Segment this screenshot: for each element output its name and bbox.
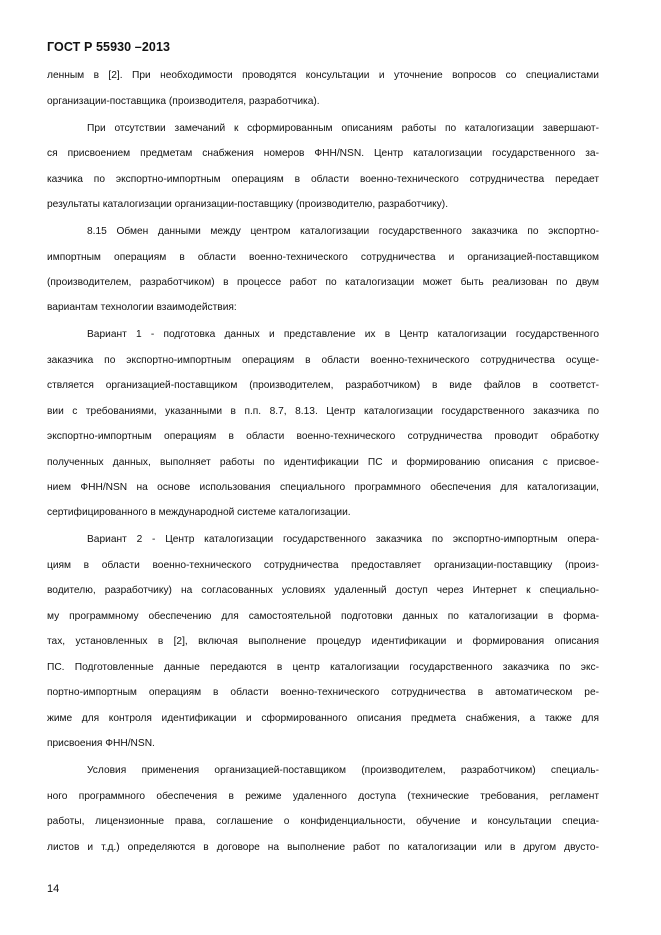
text-line: импортным операциям в области военно-технического сотрудничества и организацией-поставщиком: [47, 252, 599, 263]
text-line: тах, установленных в [2], включая выполнение процедур идентификации и формирования описания: [47, 636, 599, 647]
text-line: вии с требованиями, указанными в п.п. 8.7, 8.13. Центр каталогизации государственного заказчика по: [47, 406, 599, 417]
text-line: сертифицированного в международной системе каталогизации.: [47, 507, 351, 518]
text-line: портно-импортным операциям в области военно-технического сотрудничества в автоматическом ре-: [47, 687, 599, 698]
text-line: работы, лицензионные права, соглашение о конфиденциальности, обучение и консультации специа-: [47, 816, 599, 827]
text-line: организации-поставщика (производителя, разработчика).: [47, 96, 320, 107]
text-line: заказчика по экспортно-импортным операциям в области военно-технического сотрудничества осуще-: [47, 355, 599, 366]
text-line: Условия применения организацией-поставщиком (производителем, разработчиком) специаль-: [87, 765, 599, 776]
text-line: нием ФНН/NSN на основе использования специального программного обеспечения для каталогизации,: [47, 482, 599, 493]
text-line: 8.15 Обмен данными между центром каталогизации государственного заказчика по экспортно-: [87, 226, 599, 237]
text-line: результаты каталогизации организации-поставщику (производителю, разработчику).: [47, 199, 449, 210]
text-line: ствляется организацией-поставщиком (производителем, разработчиком) в виде файлов в соответст-: [47, 380, 599, 391]
text-line: присвоения ФНН/NSN.: [47, 738, 155, 749]
text-line: жиме для контроля идентификации и сформированного описания предмета снабжения, а также для: [47, 713, 599, 724]
text-line: вариантам технологии взаимодействия:: [47, 302, 237, 313]
text-line: ся присвоением предметам снабжения номеров ФНН/NSN. Центр каталогизации государственного за-: [47, 148, 599, 159]
text-line: ПС. Подготовленные данные передаются в центр каталогизации государственного заказчика по экс-: [47, 662, 599, 673]
text-line: полученных данных, выполняет работы по идентификации ПС и формированию описания с присвое-: [47, 457, 599, 468]
text-line: му программному обеспечению для самостоятельной подготовки данных по каталогизации в форма-: [47, 611, 599, 622]
text-line: При отсутствии замечаний к сформированным описаниям работы по каталогизации завершают-: [87, 123, 599, 134]
text-line: циям в области военно-технического сотрудничества предоставляет организации-поставщику (произ-: [47, 560, 599, 571]
text-line: ленным в [2]. При необходимости проводятся консультации и уточнение вопросов со специалистами: [47, 70, 599, 81]
text-line: экспортно-импортным операциям в области военно-технического сотрудничества проводит обработку: [47, 431, 599, 442]
text-line: (производителем, разработчиком) в процессе работ по каталогизации может быть реализован по двум: [47, 277, 599, 288]
text-line: казчика по экспортно-импортным операциям в области военно-технического сотрудничества передает: [47, 174, 599, 185]
text-line: ного программного обеспечения в режиме удаленного доступа (технические требования, регламент: [47, 791, 599, 802]
text-line: листов и т.д.) определяются в договоре на выполнение работ по каталогизации или в другом двусто-: [47, 842, 599, 853]
text-line: Вариант 1 - подготовка данных и представление их в Центр каталогизации государственного: [87, 329, 599, 340]
page-number: 14: [47, 883, 60, 895]
text-line: Вариант 2 - Центр каталогизации государственного заказчика по экспортно-импортным опера-: [87, 534, 599, 545]
text-line: водителю, разработчику) на согласованных условиях удаленный доступ через Интернет к специально-: [47, 585, 599, 596]
document-header: ГОСТ Р 55930 –2013: [47, 40, 171, 54]
